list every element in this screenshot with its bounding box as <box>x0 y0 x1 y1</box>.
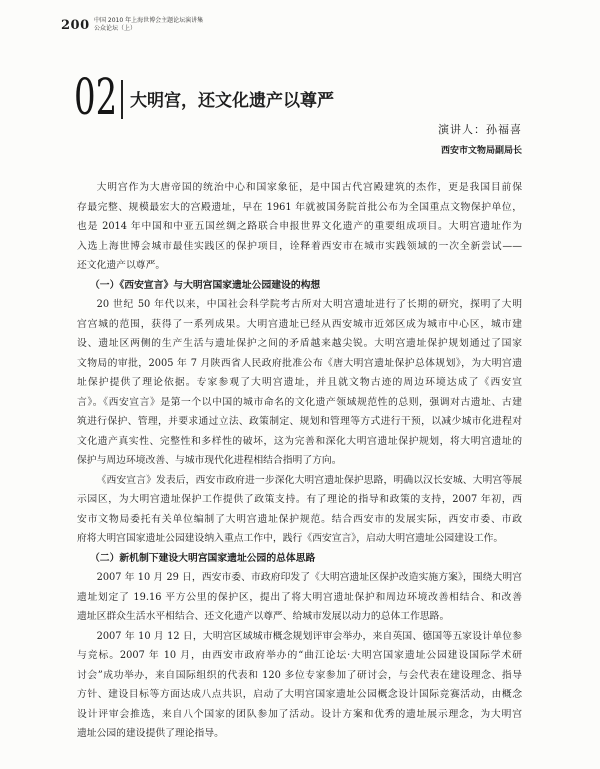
text-line: 也是 2014 年中国和中亚五国丝绸之路联合申报世界文化遗产的重要组成项目。大明宫遗址作为 <box>77 221 522 232</box>
text-line: 《西安宣言》发表后，西安市政府进一步深化大明宫遗址保护思路，明确以汉长安城、大明宫等展 <box>96 474 522 486</box>
text-line: 大明宫作为大唐帝国的统治中心和国家象征，是中国古代宫殿建筑的杰作，更是我国目前保 <box>96 182 522 193</box>
text-line: 宫宫城的范围，获得了一系列成果。大明宫遗址已经从西安城市近郊区成为城市中心区，城市建 <box>77 318 522 330</box>
text-line: 讨会”成功举办，来自国际组织的代表和 120 多位专家参加了研讨会，与会代表在建设理念、指导 <box>77 669 522 681</box>
paragraph-5 <box>77 627 522 744</box>
text-line: 址保护提供了理论依据。专家参观了大明宫遗址，并且就文物古迹的周边环境达成了《西安宣 <box>77 377 522 388</box>
text-line: 2007 年 10 月 29 日，西安市委、市政府印发了《大明宫遗址区保护改造实施方案》，围绕大明宫 <box>96 572 522 583</box>
text-line: 保护与周边环境改善、与城市现代化进程相结合指明了方向。 <box>77 455 342 466</box>
speaker-position: 西安市文物局副局长 <box>440 146 522 156</box>
text-line: 方针、建设目标等方面达成八点共识，启动了大明宫国家遗址公园概念设计国际竞赛活动，由概念 <box>77 689 522 700</box>
text-line: 遗址划定了 19.16 平方公里的保护区，提出了将大明宫遗址保护和周边环境改善相结合、和改善 <box>77 591 522 603</box>
text-line: 遗址区群众生活水平相结合、还文化遗产以尊严、给城市发展以动力的总体工作思路。 <box>77 611 450 622</box>
text-line: 2007 年 10 月 12 日，大明宫区域城市概念规划评审会举办，来自英国、德国等五家设计单位参 <box>96 630 522 642</box>
text-line: 文化遗产真实性、完整性和多样性的破坏，这为完善和深化大明宫遗址保护规划，将大明宫遗址的 <box>77 435 522 447</box>
book-title: 中国 2010 年上海世博会主题论坛演讲集 <box>94 17 204 24</box>
paragraph-4 <box>77 568 522 627</box>
running-header <box>94 17 203 33</box>
text-line: 遗址公园的建设提供了理论指导。 <box>77 728 224 739</box>
text-line: 府将大明宫国家遗址公园建设纳入重点工作中，践行《西安宣言》，启动大明宫遗址公园建设工作。 <box>77 533 504 544</box>
chapter-title: 大明宫，还文化遗产以尊严 <box>130 91 334 111</box>
text-line: 安市文物局委托有关单位编制了大明宫遗址保护规范。结合西安市的发展实际，西安市委、市政 <box>77 513 522 525</box>
text-line: 与竞标。2007 年 10 月，由西安市政府举办的“曲江论坛·大明宫国家遗址公园建设国际学术研 <box>77 650 522 661</box>
paragraph-1 <box>77 178 522 276</box>
text-line: 设计评审会推选，来自八个国家的团队参加了活动。设计方案和优秀的遗址展示理念，为大明宫 <box>77 708 522 720</box>
text-line: 示园区，为大明宫遗址保护工作提供了政策支持。有了理论的指导和政策的支持，2007 年初，西 <box>77 494 522 505</box>
text-line: 存最完整、规模最宏大的宫殿遗址，早在 1961 年就被国务院首批公布为全国重点文物保护单位， <box>77 201 522 213</box>
text-line: 筑进行保护、管理，并要求通过立法、政策制定、规划和管理等方式进行干预，以减少城市化进程对 <box>77 416 522 427</box>
chapter-number: 02 <box>74 68 118 126</box>
text-line: 言》。《西安宣言》是第一个以中国的城市命名的文化遗产领域规范性的总则，强调对古遗址、古建 <box>77 396 522 408</box>
text-line: 20 世纪 50 年代以来，中国社会科学院考古所对大明宫遗址进行了长期的研究，探明了大明 <box>96 299 522 310</box>
paragraph-2 <box>77 295 522 471</box>
section-heading-2: （二）新机制下建设大明宫国家遗址公园的总体思路 <box>90 552 316 564</box>
text-line: 入选上海世博会城市最佳实践区的保护项目，诠释着西安市在城市实践领域的一次全新尝试—— <box>77 240 522 252</box>
paragraph-3 <box>77 471 522 549</box>
text-line: 设、遗址区两侧的生产生活与遗址保护之间的矛盾越来越尖锐。大明宫遗址保护规划通过了国家 <box>77 338 522 349</box>
section-heading-1: （一）《西安宣言》与大明宫国家遗址公园建设的构想 <box>90 279 321 291</box>
book-subtitle: 公众论坛（上） <box>94 25 137 32</box>
text-line: 文物局的审批，2005 年 7 月陕西省人民政府批准公布《唐大明宫遗址保护总体规划》，为大明宫遗 <box>77 357 522 369</box>
page-number: 200 <box>61 18 90 33</box>
title-divider <box>121 80 123 119</box>
text-line: 还文化遗产以尊严。 <box>77 260 166 271</box>
speaker-name: 演讲人：孙福喜 <box>438 123 522 136</box>
article-body <box>77 178 522 744</box>
